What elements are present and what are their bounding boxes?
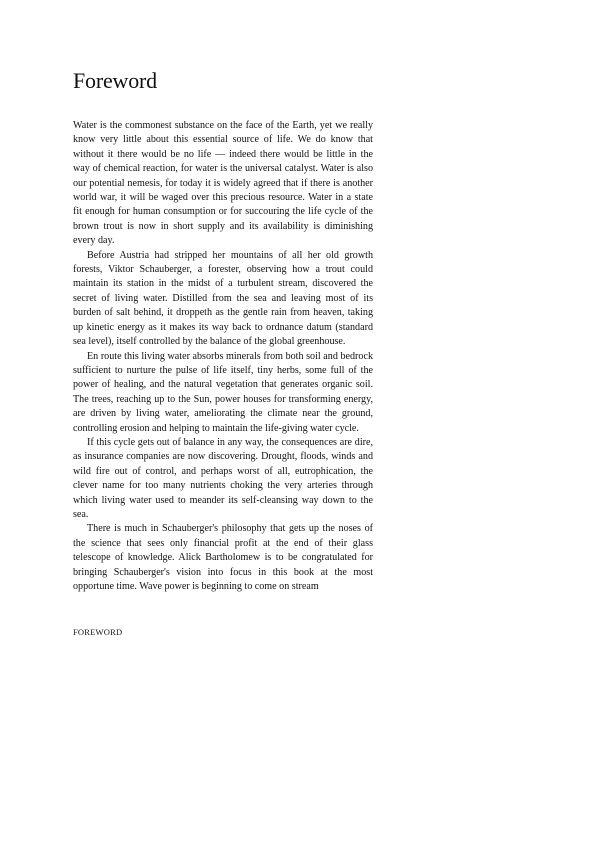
paragraph-5: There is much in Schauberger's philosophy that gets up the noses of the science that sees only financial profit at the end of their glass telescope of knowledge. Alick Bartholomew is to be congratulated for bringing Schauberger's vision into focus in this book at the most opportune time. Wave power is beginning to come on stream [73, 523, 373, 592]
body-text [73, 119, 373, 594]
page-title: Foreword [73, 68, 157, 93]
paragraph-4: If this cycle gets out of balance in any way, the consequences are dire, as insurance companies are now discovering. Drought, floods, winds and wild fire out of control, and perhaps worst of all, eutrophication, the clever name for too many nutrients choking the very arteries through which living water used to meander its self-cleansing way down to the sea. [73, 436, 373, 520]
paragraph-1: Water is the commonest substance on the face of the Earth, yet we really know very little about this essential source of life. We do know that without it there would be no life — indeed there would be little in the way of chemical reaction, for water is the universal catalyst. Water is also our potential nemesis, for today it is widely agreed that if there is another world war, it will be waged over this precious resource. Water in a state fit enough for human consumption or for succouring the life cycle of the brown trout is now in short supply and its availability is diminishing every day. [73, 120, 373, 247]
paragraph-2: Before Austria had stripped her mountains of all her old growth forests, Viktor Schauberger, a forester, observing how a trout could maintain its station in the midst of a turbulent stream, discovered the secret of living water. Distilled from the sea and leaving most of its burden of salt behind, it droppeth as the gentle rain from heaven, taking up kinetic energy as it makes its way back to ordnance datum (standard sea level), itself controlled by the balance of the global greenhouse. [73, 249, 373, 348]
running-footer: FOREWORD [73, 627, 123, 637]
paragraph-3: En route this living water absorbs minerals from both soil and bedrock sufficient to nurture the pulse of life itself, tiny herbs, some full of the power of healing, and the natural vegetation that generates organic soil. The trees, reaching up to the Sun, power houses for transforming energy, are driven by living water, ameliorating the climate near the ground, controlling erosion and helping to maintain the life-giving water cycle. [73, 350, 373, 434]
